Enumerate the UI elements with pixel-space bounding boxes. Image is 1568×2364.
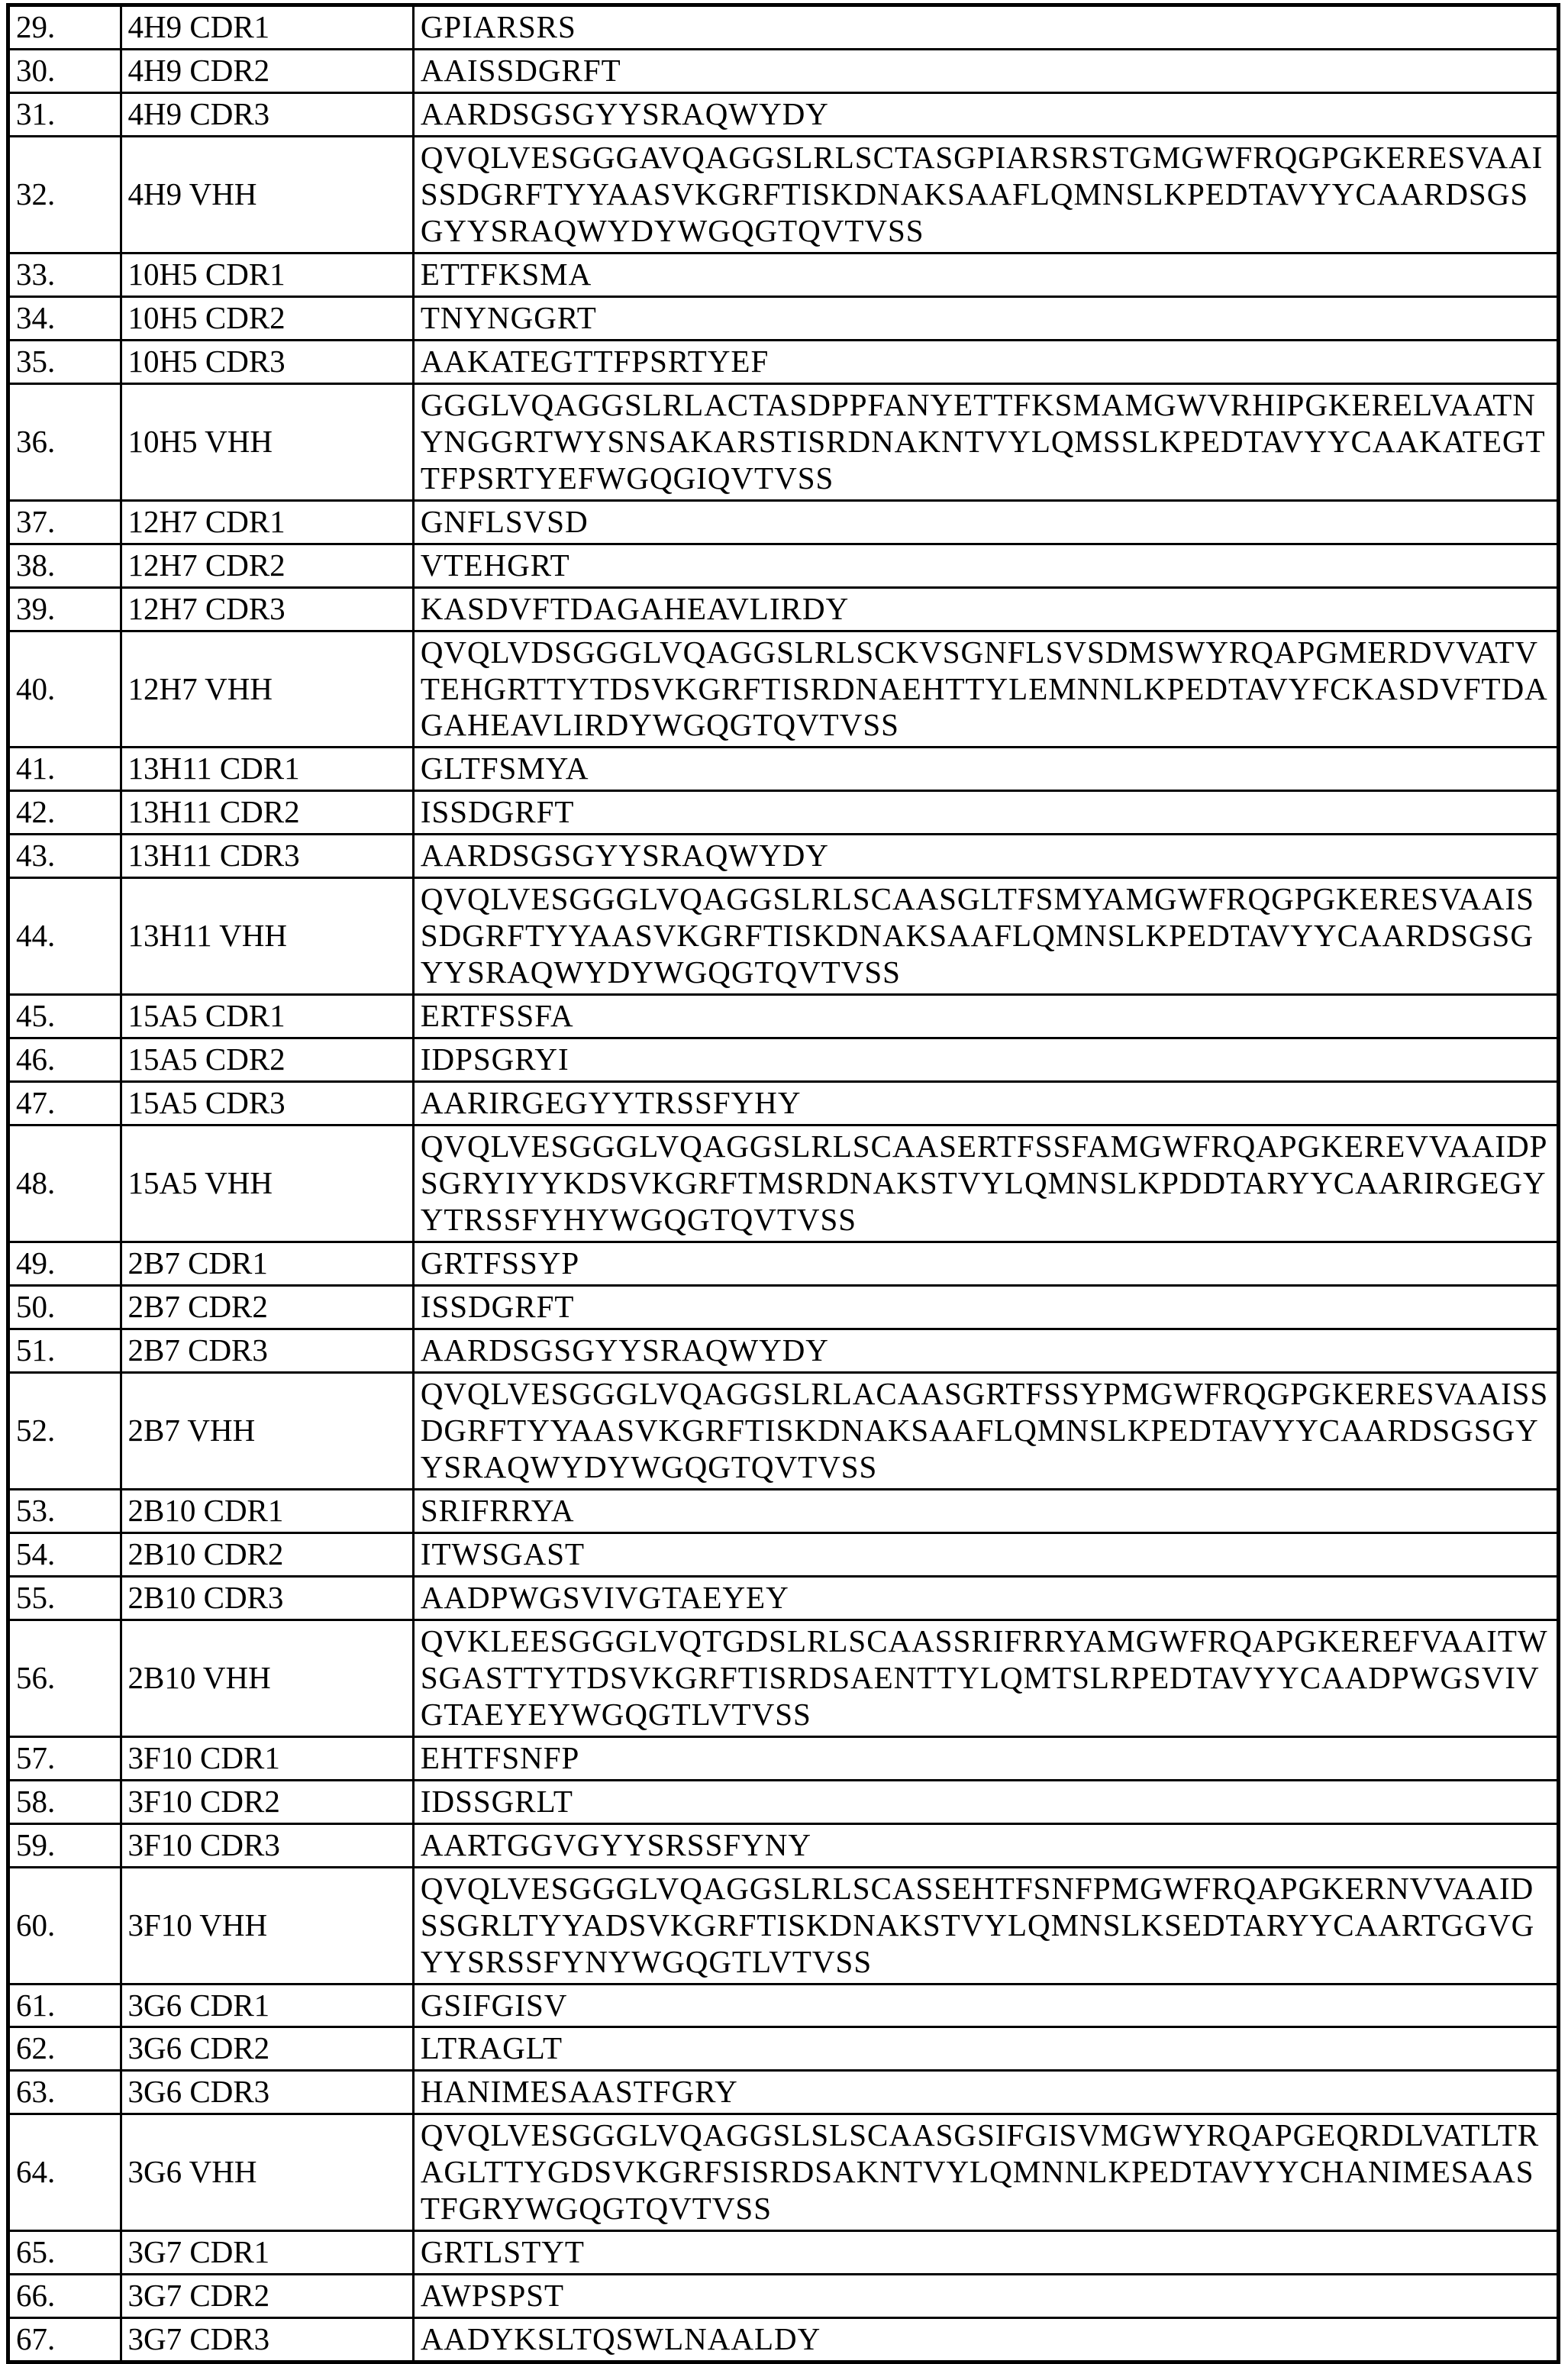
row-index-cell: 30.: [8, 49, 121, 92]
table-row: [8, 835, 1559, 878]
entry-name-cell: 3G7 CDR2: [121, 2275, 413, 2318]
sequence-cell: QVQLVDSGGGLVQAGGSLRLSCKVSGNFLSVSDMSWYRQAPGMERDVVATVTEHGRTTYTDSVKGRFTISRDNAEHTTYLEMNNLKPEDTAVYFCKASDVFTDAGAHEAVLIRDYWGQGTQVTVSS: [413, 631, 1558, 748]
table-row: [8, 1984, 1559, 2027]
row-index-cell: 62.: [8, 2027, 121, 2071]
entry-name-cell: 3F10 VHH: [121, 1867, 413, 1984]
sequence-cell: QVQLVESGGGLVQAGGSLRLACAASGRTFSSYPMGWFRQGPGKERESVAAISSDGRFTYYAASVKGRFTISKDNAKSAAFLQMNSLKPEDTAVYYCAARDSGSGYYSRAQWYDYWGQGTQVTVSS: [413, 1372, 1558, 1489]
sequence-cell: QVQLVESGGGAVQAGGSLRLSCTASGPIARSRSTGMGWFRQGPGKERESVAAISSDGRFTYYAASVKGRFTISKDNAKSAAFLQMNSLKPEDTAVYYCAARDSGSGYYSRAQWYDYWGQGTQVTVSS: [413, 136, 1558, 253]
table-row: [8, 2071, 1559, 2114]
row-index-cell: 35.: [8, 340, 121, 383]
table-row: [8, 1125, 1559, 1242]
entry-name-cell: 2B10 CDR1: [121, 1489, 413, 1532]
entry-name-cell: 4H9 CDR1: [121, 5, 413, 50]
entry-name-cell: 4H9 CDR3: [121, 92, 413, 136]
row-index-cell: 47.: [8, 1082, 121, 1125]
entry-name-cell: 2B10 VHH: [121, 1620, 413, 1736]
entry-name-cell: 15A5 VHH: [121, 1125, 413, 1242]
entry-name-cell: 3F10 CDR1: [121, 1736, 413, 1780]
entry-name-cell: 2B10 CDR2: [121, 1532, 413, 1576]
row-index-cell: 44.: [8, 878, 121, 995]
sequence-cell: ISSDGRFT: [413, 791, 1558, 835]
row-index-cell: 57.: [8, 1736, 121, 1780]
row-index-cell: 38.: [8, 544, 121, 587]
row-index-cell: 40.: [8, 631, 121, 748]
sequence-cell: AARDSGSGYYSRAQWYDY: [413, 835, 1558, 878]
table-row: [8, 1489, 1559, 1532]
row-index-cell: 42.: [8, 791, 121, 835]
row-index-cell: 63.: [8, 2071, 121, 2114]
table-row: [8, 1242, 1559, 1286]
entry-name-cell: 2B7 CDR3: [121, 1329, 413, 1373]
entry-name-cell: 3F10 CDR2: [121, 1780, 413, 1823]
row-index-cell: 45.: [8, 995, 121, 1038]
row-index-cell: 52.: [8, 1372, 121, 1489]
sequence-cell: QVKLEESGGGLVQTGDSLRLSCAASSRIFRRYAMGWFRQAPGKEREFVAAITWSGASTTYTDSVKGRFTISRDSAENTTYLQMTSLRPEDTAVYYCAADPWGSVIVGTAEYEYWGQGTLVTVSS: [413, 1620, 1558, 1736]
entry-name-cell: 2B7 CDR1: [121, 1242, 413, 1286]
sequence-cell: QVQLVESGGGLVQAGGSLSLSCAASGSIFGISVMGWYRQAPGEQRDLVATLTRAGLTTYGDSVKGRFSISRDSAKNTVYLQMNNLKPEDTAVYYCHANIMESAASTFGRYWGQGTQVTVSS: [413, 2114, 1558, 2231]
table-row: [8, 1038, 1559, 1082]
entry-name-cell: 2B7 CDR2: [121, 1286, 413, 1329]
row-index-cell: 50.: [8, 1286, 121, 1329]
row-index-cell: 51.: [8, 1329, 121, 1373]
table-row: [8, 1532, 1559, 1576]
table-row: [8, 544, 1559, 587]
table-row: [8, 253, 1559, 296]
table-row: [8, 296, 1559, 340]
sequence-cell: ISSDGRFT: [413, 1286, 1558, 1329]
row-index-cell: 46.: [8, 1038, 121, 1082]
row-index-cell: 53.: [8, 1489, 121, 1532]
sequence-cell: AARTGGVGYYSRSSFYNY: [413, 1823, 1558, 1867]
sequence-cell: GLTFSMYA: [413, 748, 1558, 791]
entry-name-cell: 12H7 CDR2: [121, 544, 413, 587]
sequence-cell: AARDSGSGYYSRAQWYDY: [413, 92, 1558, 136]
table-row: [8, 1736, 1559, 1780]
entry-name-cell: 3G6 CDR1: [121, 1984, 413, 2027]
table-row: [8, 1823, 1559, 1867]
entry-name-cell: 13H11 CDR2: [121, 791, 413, 835]
sequence-cell: HANIMESAASTFGRY: [413, 2071, 1558, 2114]
row-index-cell: 31.: [8, 92, 121, 136]
table-row: [8, 1329, 1559, 1373]
table-row: [8, 2027, 1559, 2071]
table-row: [8, 2275, 1559, 2318]
sequence-cell: ERTFSSFA: [413, 995, 1558, 1038]
entry-name-cell: 12H7 CDR1: [121, 500, 413, 544]
sequence-cell: IDPSGRYI: [413, 1038, 1558, 1082]
table-row: [8, 2318, 1559, 2362]
entry-name-cell: 15A5 CDR1: [121, 995, 413, 1038]
row-index-cell: 33.: [8, 253, 121, 296]
row-index-cell: 55.: [8, 1576, 121, 1620]
sequence-table-body: [8, 5, 1559, 2362]
table-row: [8, 383, 1559, 500]
row-index-cell: 65.: [8, 2231, 121, 2275]
sequence-cell: LTRAGLT: [413, 2027, 1558, 2071]
entry-name-cell: 4H9 CDR2: [121, 49, 413, 92]
entry-name-cell: 4H9 VHH: [121, 136, 413, 253]
row-index-cell: 39.: [8, 587, 121, 631]
sequence-cell: AAISSDGRFT: [413, 49, 1558, 92]
row-index-cell: 61.: [8, 1984, 121, 2027]
row-index-cell: 37.: [8, 500, 121, 544]
row-index-cell: 59.: [8, 1823, 121, 1867]
sequence-cell: KASDVFTDAGAHEAVLIRDY: [413, 587, 1558, 631]
row-index-cell: 67.: [8, 2318, 121, 2362]
entry-name-cell: 10H5 CDR1: [121, 253, 413, 296]
table-row: [8, 878, 1559, 995]
row-index-cell: 56.: [8, 1620, 121, 1736]
table-row: [8, 340, 1559, 383]
sequence-cell: GRTLSTYT: [413, 2231, 1558, 2275]
row-index-cell: 60.: [8, 1867, 121, 1984]
sequence-cell: GPIARSRS: [413, 5, 1558, 50]
entry-name-cell: 13H11 CDR1: [121, 748, 413, 791]
row-index-cell: 32.: [8, 136, 121, 253]
table-row: [8, 1372, 1559, 1489]
table-row: [8, 1780, 1559, 1823]
table-row: [8, 791, 1559, 835]
sequence-cell: GNFLSVSD: [413, 500, 1558, 544]
sequence-cell: GSIFGISV: [413, 1984, 1558, 2027]
table-row: [8, 1286, 1559, 1329]
sequence-cell: GRTFSSYP: [413, 1242, 1558, 1286]
sequence-cell: AAKATEGTTFPSRTYEF: [413, 340, 1558, 383]
entry-name-cell: 13H11 CDR3: [121, 835, 413, 878]
sequence-cell: VTEHGRT: [413, 544, 1558, 587]
row-index-cell: 58.: [8, 1780, 121, 1823]
table-row: [8, 49, 1559, 92]
entry-name-cell: 3G6 VHH: [121, 2114, 413, 2231]
table-row: [8, 1082, 1559, 1125]
row-index-cell: 54.: [8, 1532, 121, 1576]
row-index-cell: 29.: [8, 5, 121, 50]
sequence-cell: ETTFKSMA: [413, 253, 1558, 296]
entry-name-cell: 3F10 CDR3: [121, 1823, 413, 1867]
sequence-cell: AADPWGSVIVGTAEYEY: [413, 1576, 1558, 1620]
table-row: [8, 587, 1559, 631]
entry-name-cell: 3G7 CDR3: [121, 2318, 413, 2362]
table-row: [8, 1576, 1559, 1620]
row-index-cell: 48.: [8, 1125, 121, 1242]
table-row: [8, 500, 1559, 544]
table-row: [8, 92, 1559, 136]
row-index-cell: 41.: [8, 748, 121, 791]
entry-name-cell: 10H5 VHH: [121, 383, 413, 500]
sequence-cell: AADYKSLTQSWLNAALDY: [413, 2318, 1558, 2362]
table-row: [8, 1620, 1559, 1736]
table-row: [8, 5, 1559, 50]
entry-name-cell: 10H5 CDR3: [121, 340, 413, 383]
entry-name-cell: 15A5 CDR3: [121, 1082, 413, 1125]
table-row: [8, 2114, 1559, 2231]
sequence-cell: ITWSGAST: [413, 1532, 1558, 1576]
table-row: [8, 995, 1559, 1038]
entry-name-cell: 10H5 CDR2: [121, 296, 413, 340]
table-row: [8, 631, 1559, 748]
sequence-cell: EHTFSNFP: [413, 1736, 1558, 1780]
sequence-cell: QVQLVESGGGLVQAGGSLRLSCAASGLTFSMYAMGWFRQGPGKERESVAAISSDGRFTYYAASVKGRFTISKDNAKSAAFLQMNSLKPEDTAVYYCAARDSGSGYYSRAQWYDYWGQGTQVTVSS: [413, 878, 1558, 995]
entry-name-cell: 13H11 VHH: [121, 878, 413, 995]
entry-name-cell: 3G6 CDR3: [121, 2071, 413, 2114]
sequence-cell: TNYNGGRT: [413, 296, 1558, 340]
table-row: [8, 2231, 1559, 2275]
sequence-cell: AARIRGEGYYTRSSFYHY: [413, 1082, 1558, 1125]
entry-name-cell: 15A5 CDR2: [121, 1038, 413, 1082]
entry-name-cell: 12H7 VHH: [121, 631, 413, 748]
entry-name-cell: 2B10 CDR3: [121, 1576, 413, 1620]
entry-name-cell: 3G7 CDR1: [121, 2231, 413, 2275]
row-index-cell: 49.: [8, 1242, 121, 1286]
row-index-cell: 43.: [8, 835, 121, 878]
entry-name-cell: 2B7 VHH: [121, 1372, 413, 1489]
sequence-cell: AARDSGSGYYSRAQWYDY: [413, 1329, 1558, 1373]
sequence-cell: QVQLVESGGGLVQAGGSLRLSCAASERTFSSFAMGWFRQAPGKEREVVAAIDPSGRYIYYKDSVKGRFTMSRDNAKSTVYLQMNSLKPDDTARYYCAARIRGEGYYTRSSFYHYWGQGTQVTVSS: [413, 1125, 1558, 1242]
sequence-cell: GGGLVQAGGSLRLACTASDPPFANYETTFKSMAMGWVRHIPGKERELVAATNYNGGRTWYSNSAKARSTISRDNAKNTVYLQMSSLKPEDTAVYYCAAKATEGTTFPSRTYEFWGQGIQVTVSS: [413, 383, 1558, 500]
row-index-cell: 36.: [8, 383, 121, 500]
table-row: [8, 1867, 1559, 1984]
table-row: [8, 136, 1559, 253]
entry-name-cell: 12H7 CDR3: [121, 587, 413, 631]
row-index-cell: 64.: [8, 2114, 121, 2231]
sequence-cell: IDSSGRLT: [413, 1780, 1558, 1823]
sequence-cell: AWPSPST: [413, 2275, 1558, 2318]
table-row: [8, 748, 1559, 791]
sequence-table: [6, 3, 1560, 2364]
sequence-cell: SRIFRRYA: [413, 1489, 1558, 1532]
row-index-cell: 66.: [8, 2275, 121, 2318]
row-index-cell: 34.: [8, 296, 121, 340]
sequence-cell: QVQLVESGGGLVQAGGSLRLSCASSEHTFSNFPMGWFRQAPGKERNVVAAIDSSGRLTYYADSVKGRFTISKDNAKSTVYLQMNSLKSEDTARYYCAARTGGVGYYSRSSFYNYWGQGTLVTVSS: [413, 1867, 1558, 1984]
entry-name-cell: 3G6 CDR2: [121, 2027, 413, 2071]
